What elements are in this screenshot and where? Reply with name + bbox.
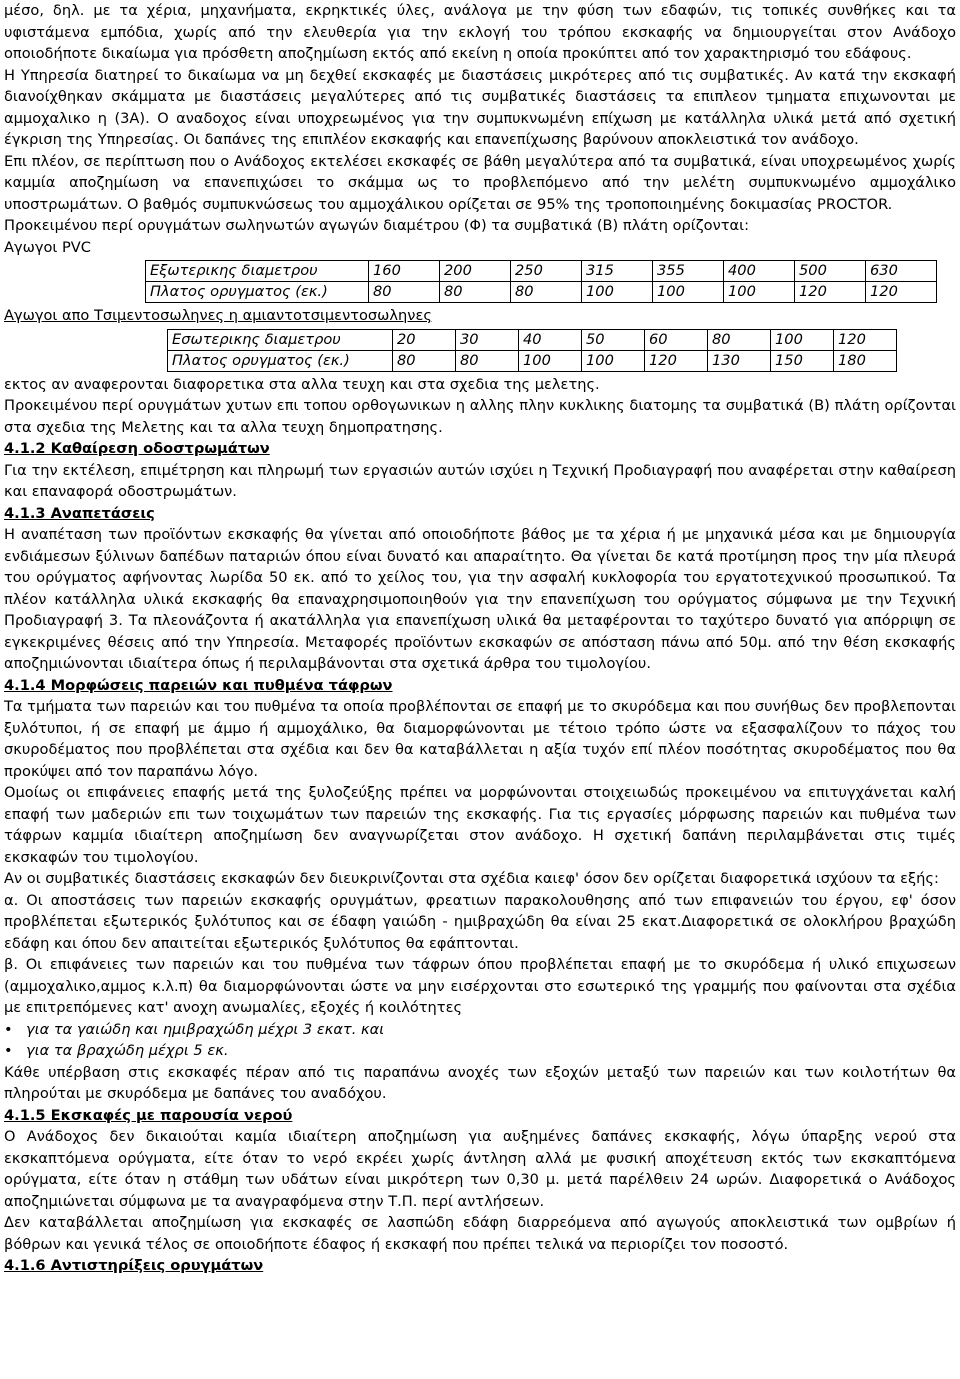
paragraph-service-rights: Η Υπηρεσία διατηρεί το δικαίωμα να μη δεχθεί εκσκαφές με διαστάσεις μικρότερες από τις συμβατικές. Αν κατά την εκσκαφή διανοίχθηκαν σκάμματα με διαστάσεις μεγαλύτερες από τις συμβατικές διαστάσεις τα επιπλεον τμηματα επιχωνονται με αμμοχαλικο η (3Α). Ο αναδοχος είναι υποχρεωμένος για την συμπυκνωμένη επίχωση με κατάλληλα υλικά μετά από σχετική έγκριση της Υπηρεσίας. Οι δαπάνες της επιπλέον εκσκαφής και επανεπίχωσης βαρύνουν αποκλειστικά τον ανάδοχο. [4, 66, 956, 148]
table-cell: Εσωτερικης διαμετρου [168, 329, 393, 350]
tolerance-list [4, 1019, 956, 1062]
cement-trench-width-table [167, 329, 897, 372]
table-cell: 80 [708, 329, 771, 350]
table-cell: 150 [771, 350, 834, 371]
table-cell: 80 [456, 350, 519, 371]
table-cell: 400 [724, 261, 795, 282]
paragraph-rectangular-trenches: Προκειμένου περί ορυγμάτων χυτων επι τοπου ορθογωνικων η αλλης πλην κυκλικης διατομης τα συμβατικά (Β) πλάτη ορίζονται στα σχεδια της Μελετης και τα αλλα τευχη δημοπρατησης. [4, 397, 956, 436]
paragraph-excavation-method: μέσο, δηλ. με τα χέρια, μηχανήματα, εκρηκτικές ύλες, ανάλογα με την φύση των εδαφών, τις τοπικές συνθήκες και τα υφιστάμενα εμπόδια, χωρίς από την ελευθερία για την εκλογή του τρόπου εκσκαφής να δημιουργείται στον Ανάδοχο οποιοδήποτε δικαίωμα για πρόσθετη αποζημίωση εκτός από εκείνη η οποία προκύπτει από τον χαρακτηρισμό του εδάφους. [4, 2, 956, 62]
list-item-text: για τα βραχώδη μέχρι 5 εκ. [26, 1042, 229, 1059]
table-cell: 100 [582, 282, 653, 303]
list-item [4, 1040, 956, 1062]
heading-section-4-1-5: 4.1.5 Εκσκαφές με παρουσία νερού [4, 1106, 293, 1124]
section-4-1-5-body-2: Δεν καταβάλλεται αποζημίωση για εκσκαφές σε λασπώδη εδάφη διαρρεόμενα από αγωγούς αποκλειστικά των ομβρίων ή βόθρων και γενικά τέλος σε οποιοδήποτε έδαφος ή εκσκαφή που πρέπει τελικά να περιορίζει τον ποσοστό. [4, 1214, 956, 1253]
table-cell: 500 [795, 261, 866, 282]
section-4-1-3-body: Η αναπέταση των προϊόντων εκσκαφής θα γίνεται από οποιοδήποτε βάθος με τα χέρια ή με μηχανικά μέσα και με δημιουργία ενδιάμεσων ξύλινων δαπέδων παταριών όπου είναι δυνατό και απαραίτητο. Θα γίνεται δε κατά προτίμηση προς την μία πλευρά του ορύγματος αφήνοντας λωρίδα 50 εκ. από το χείλος του, για την ασφαλή κυκλοφορία του εργατοτεχνικού προσωπικού. Τα πλέον κατάλληλα υλικά εκσκαφής θα επαναχρησιμοποιηθούν για την επανεπίχωση του ορύγματος σύμφωνα με την Τεχνική Προδιαγραφή 3. Τα πλεονάζοντα ή ακατάλληλα για επανεπίχωση υλικά θα μεταφέρονται το ταχύτερο δυνατό για απόρριψη σε εγκεκριμένες θέσεις από την Υπηρεσία. Μεταφορές προϊόντων εκσκαφών σε απόσταση πάνω από 50μ. από την θέση εκσκαφής αποζημιώνονται ιδιαίτερα όπως ή περιλαμβάνονται στα σχετικά άρθρα του τιμολογίου. [4, 526, 956, 672]
table-row [168, 329, 897, 350]
label-pvc-pipes: Αγωγοι PVC [4, 238, 91, 256]
table-cell: 20 [393, 329, 456, 350]
table-cell: 130 [708, 350, 771, 371]
table-cell: 180 [834, 350, 897, 371]
table-cell: 100 [582, 350, 645, 371]
table-cell: Πλατος ορυγματος (εκ.) [168, 350, 393, 371]
table-cell: 315 [582, 261, 653, 282]
heading-section-4-1-2: 4.1.2 Καθαίρεση οδοστρωμάτων [4, 440, 270, 457]
table-cell: Πλατος ορυγματος (εκ.) [146, 282, 369, 303]
section-4-1-4-body-1: Τα τμήματα των παρειών και του πυθμένα τα οποία προβλέπονται σε επαφή με το σκυρόδεμα και που συνήθως δεν προβλεπονται ξυλότυποι, ή σε επαφή με άμμο ή αμμοχάλικο, θα διαμορφώνονται με τέτοιο τρόπο ώστε να εξασφαλίζουν το πάχος του σκυροδέματος που προβλέπεται στα σχέδια και δεν θα καταβάλλεται η αξία τυχόν επί πλέον ποσότητας σκυροδέματος που θα προκύψει από τον παραπάνω λόγο. [4, 698, 956, 780]
table-cell: 80 [393, 350, 456, 371]
heading-section-4-1-4: 4.1.4 Μορφώσεις παρειών και πυθμένα τάφρων [4, 676, 393, 694]
table-cell: 100 [519, 350, 582, 371]
table-row [168, 350, 897, 371]
section-4-1-4-body-6: Κάθε υπέρβαση στις εκσκαφές πέραν από τις παραπάνω ανοχές των εξοχών μεταξύ των παρειών και των κοιλοτήτων θα πληρούται με σκυρόδεμα με δαπάνες του αναδόχου. [4, 1063, 956, 1102]
table-cell: 120 [645, 350, 708, 371]
list-item [4, 1019, 956, 1041]
paragraph-deeper-excavation: Επι πλέον, σε περίπτωση που ο Ανάδοχος εκτελέσει εκσκαφές σε βάθη μεγαλύτερα από τα συμβατικά, είναι υποχρεωμένος χωρίς καμμία αποζημίωση να επανεπιχώσει το σκάμμα ως το προβλεπόμενο από την μελέτη συμπυκνωμένο αμμοχάλικο υποστρωμάτων. Ο βαθμός συμπυκνώσεως του αμμοχάλικου ορίζεται σε 95% της τροποποιημένης δοκιμασίας PROCTOR. [4, 152, 956, 213]
bullet-icon: • [4, 1020, 13, 1038]
section-4-1-4-item-b: β. Οι επιφάνειες των παρειών και του πυθμένα των τάφρων όπου προβλέπεται επαφή με το σκυρόδεμα ή υλικό επιχωσεων (αμμοχαλικο,αμμος κ.λ.π) θα διαμορφώνονται ώστε να μην εισέρχονται στο εσωτερικό της γραμμής που φαίνονται στα σχέδια με επιτρεπόμενες κατ' ανοχη ανωμαλίες, εξοχές ή κοιλότητες [4, 956, 956, 1016]
paragraph-unless-otherwise: εκτος αν αναφερονται διαφορετικα στα αλλα τευχη και στα σχεδια της μελετης. [4, 375, 600, 393]
table-cell: 40 [519, 329, 582, 350]
table-cell: 50 [582, 329, 645, 350]
pvc-trench-width-table [145, 260, 937, 303]
bullet-icon: • [4, 1042, 13, 1059]
label-cement-pipes: Αγωγοι απο Τσιμεντοσωληνες η αμιαντοτσιμεντοσωληνες [4, 307, 432, 324]
heading-section-4-1-3: 4.1.3 Αναπετάσεις [4, 504, 155, 522]
table-cell: 120 [834, 329, 897, 350]
section-4-1-2-body: Για την εκτέλεση, επιμέτρηση και πληρωμή των εργασιών αυτών ισχύει η Τεχνική Προδιαγραφή που αναφέρεται στην καθαίρεση και επαναφορά οδοστρωμάτων. [4, 461, 956, 500]
table-row [146, 282, 937, 303]
table-row [146, 261, 937, 282]
table-cell: 100 [653, 282, 724, 303]
table-cell: 120 [795, 282, 866, 303]
paragraph-trench-widths-intro: Προκειμένου περί ορυγμάτων σωληνωτών αγωγών διαμέτρου (Φ) τα συμβατικά (Β) πλάτη ορίζονται: [4, 217, 750, 234]
table-cell: 80 [440, 282, 511, 303]
table-cell: 80 [369, 282, 440, 303]
table-cell: 60 [645, 329, 708, 350]
table-cell: 630 [866, 261, 937, 282]
table-cell: 250 [511, 261, 582, 282]
table-cell: 30 [456, 329, 519, 350]
section-4-1-4-item-a: α. Οι αποστάσεις των παρειών εκσκαφής ορυγμάτων, φρεατιων παρακολουθησης από των επιφανειών του έργου, εφ' όσον προβλέπεται εξωτερικός ξυλότυπος και σε έδαφη γαιώδη - ημιβραχώδη θα είναι 25 εκατ.Διαφορετικά σε ολοκλήρου βραχώδη εδάφη και όπου δεν απαιτείται εξωτερικός ξυλότυπος θα εφάπτονται. [4, 891, 956, 952]
table-cell: 120 [866, 282, 937, 303]
list-item-text: για τα γαιώδη και ημιβραχώδη μέχρι 3 εκατ. και [26, 1020, 385, 1038]
heading-section-4-1-6: 4.1.6 Αντιστηρίξεις ορυγμάτων [4, 1257, 264, 1274]
table-cell: 80 [511, 282, 582, 303]
section-4-1-5-body-1: Ο Ανάδοχος δεν δικαιούται καμία ιδιαίτερη αποζημίωση για αυξημένες δαπάνες εκσκαφής, λόγω ύπαρξης νερού στα εκσκαπτόμενα ορύγματα, είτε όταν το νερό εκρέει χωρίς άντληση αλλά με φυσική αποχέτευση εκτός των εκσκαπτόμενα ορύγματα, είτε όταν η στάθμη των υδάτων είναι μικρότερη των 0,30 μ. μετά παρέλθειν 24 ωρών. Διαφορετικά ο Ανάδοχος αποζημιώνεται σύμφωνα με τα αναγραφόμενα στην Τ.Π. περί αντλήσεων. [4, 1128, 956, 1210]
table-cell: 200 [440, 261, 511, 282]
table-cell: 355 [653, 261, 724, 282]
table-cell: 160 [369, 261, 440, 282]
table-cell: 100 [771, 329, 834, 350]
section-4-1-4-body-3: Αν οι συμβατικές διαστάσεις εκσκαφών δεν διευκρινίζονται στα σχέδια καιεφ' όσον δεν ορίζεται διαφορετικά ισχύουν τα εξής: [4, 870, 939, 887]
table-cell: 100 [724, 282, 795, 303]
table-cell: Εξωτερικης διαμετρου [146, 261, 369, 282]
section-4-1-4-body-2: Ομοίως οι επιφάνειες επαφής μετά της ξυλοζεύξης πρέπει να μορφώνονται στοιχειωδώς προκειμένου να επιτυγχάνεται καλή επαφή των μαδεριών επι των τοιχωμάτων των παρειών της εκσκαφής. Για τις εργασίες μόρφωσης παρειών και πυθμένα των τάφρων καμμία ιδιαίτερη αποζημίωση δεν αναγνωρίζεται στον ανάδοχο. Η σχετική δαπάνη περιλαμβάνεται στις τιμές εκσκαφών του τιμολογίου. [4, 784, 956, 866]
